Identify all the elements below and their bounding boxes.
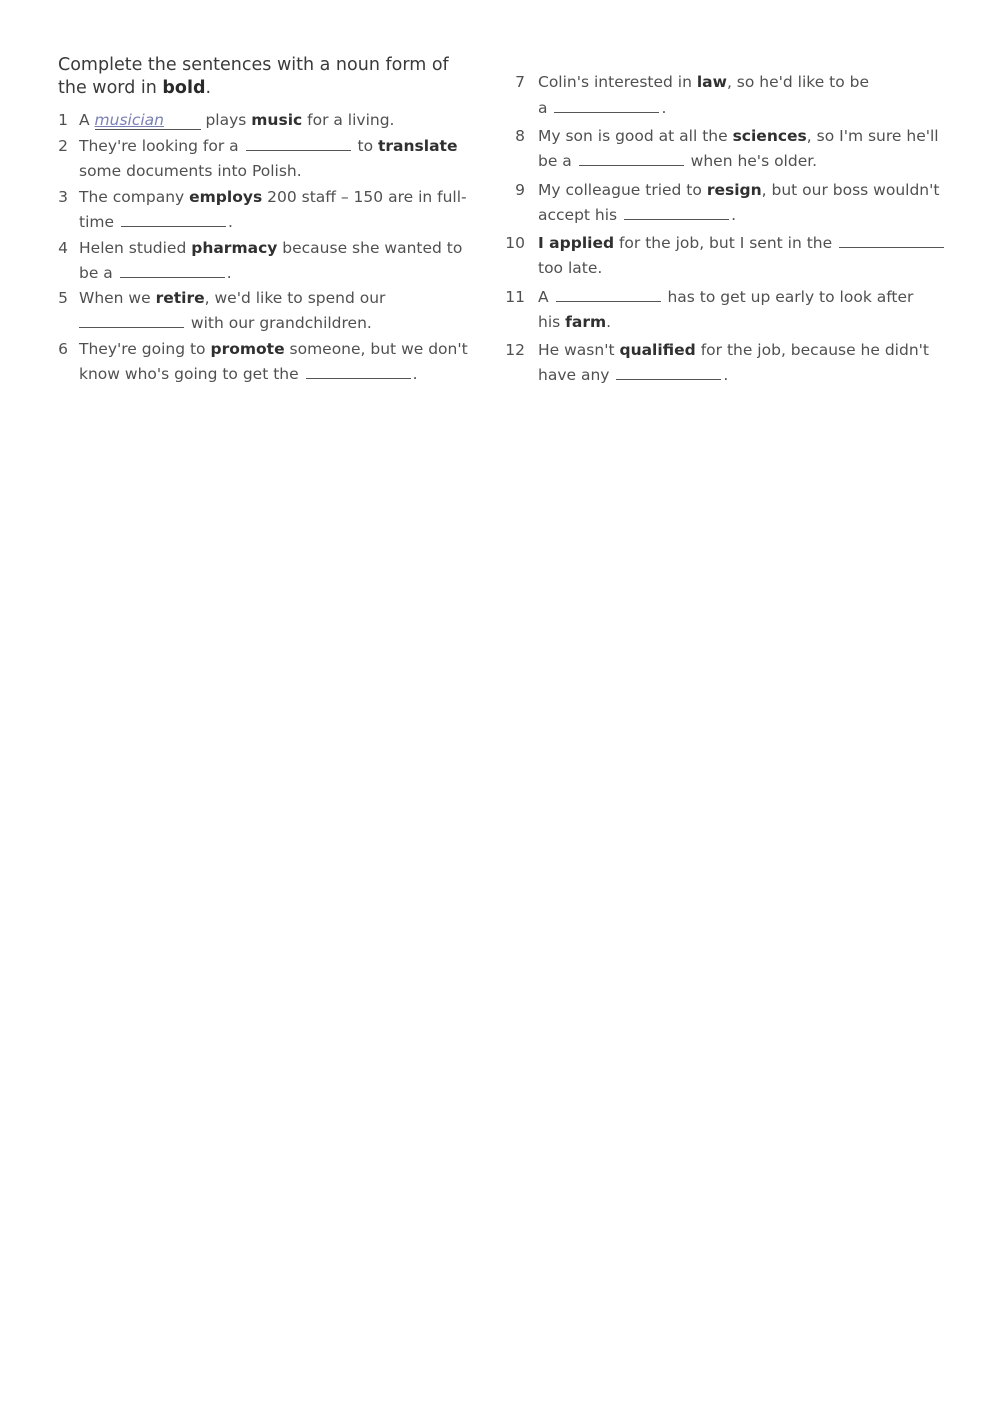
instructions-heading <box>58 54 478 100</box>
answer-blank[interactable] <box>579 151 684 166</box>
answer-blank[interactable]: musician <box>95 111 201 130</box>
answer-blank[interactable] <box>839 233 944 248</box>
answer-blank[interactable] <box>79 313 184 328</box>
answer-blank[interactable] <box>120 263 225 278</box>
answer-blank[interactable] <box>624 205 729 220</box>
answer-blank[interactable] <box>246 136 351 151</box>
instructions-line-2: the word in bold. <box>58 78 212 98</box>
answer-blank[interactable] <box>306 364 411 379</box>
answer-blank[interactable] <box>554 98 659 113</box>
answer-blank[interactable] <box>616 365 721 380</box>
worksheet-page: Complete the sentences with a noun form of the word in bold. 1 A musician plays music for a living. 2 They're looking for a to translate some documents into Polish. 3 The company employs 200 staff – 150 are in full- time . 4 Helen studied pharmacy because she wanted to be a . 5 When we retire, we'd like to spend our with our grandchildren. 6 They're going to promote someone, but we don't know who's going to get the . 7 Colin's interested in law, so he'd like to be a . 8 My son is good at all the sciences, so I'm sure he'll be a when he's older. 9 My colleague tried to resign, but our boss wouldn't accept his . 10 I applied for the job, but I sent in the too late. 11 A has to get up early to look after his farm. 12 He wasn't qualified for the job, because he didn't have any . <box>0 0 1000 1413</box>
answer-blank[interactable] <box>556 287 661 302</box>
instructions-line-1: Complete the sentences with a noun form of <box>58 55 449 75</box>
answer-blank[interactable] <box>121 212 226 227</box>
